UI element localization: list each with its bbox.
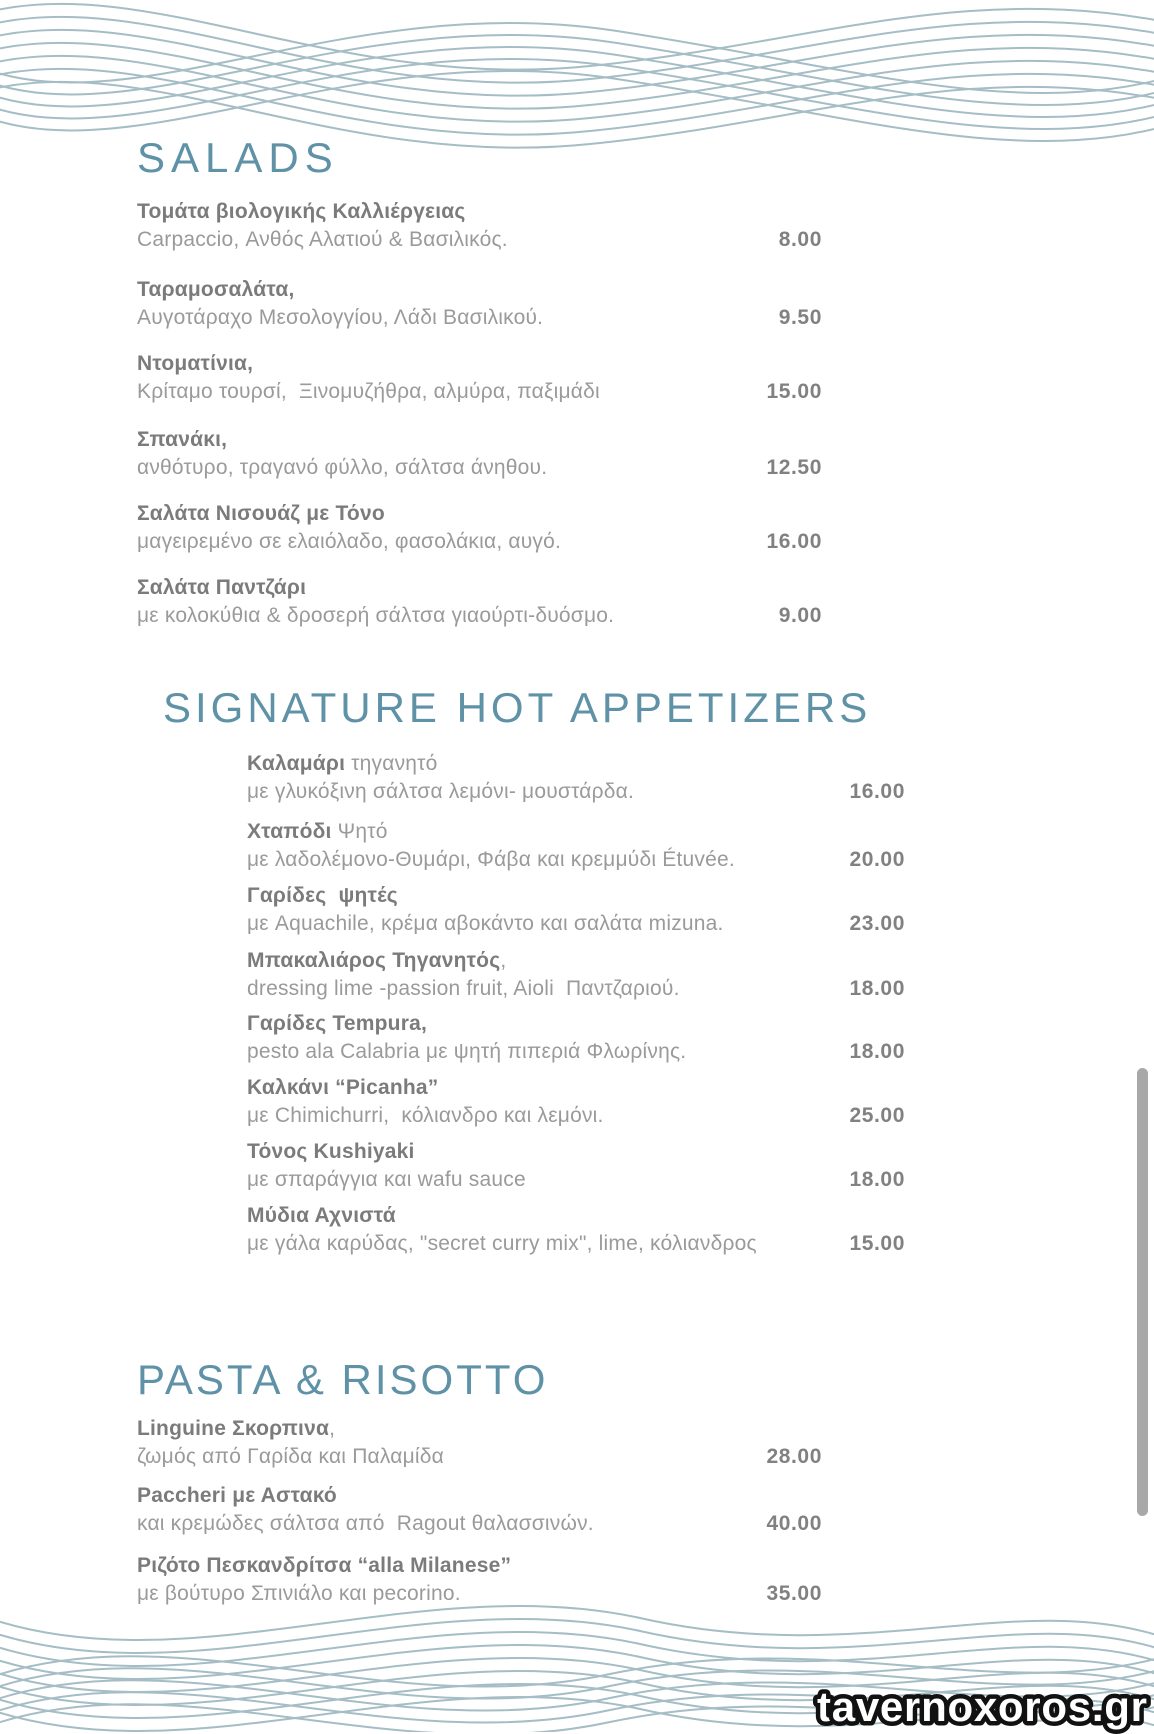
- item-price: 12.50: [766, 456, 822, 479]
- item-name: Τόνος Kushiyaki: [247, 1140, 415, 1163]
- menu-item: [137, 574, 822, 630]
- item-name: Μύδια Αχνιστά: [247, 1204, 396, 1227]
- scrollbar-thumb[interactable]: [1137, 1068, 1148, 1516]
- menu-item: [137, 276, 822, 332]
- item-description: ζωμός από Γαρίδα και Παλαμίδα 28.00: [137, 1443, 822, 1471]
- menu-item: [247, 1138, 905, 1194]
- item-name: Σπανάκι,: [137, 428, 228, 451]
- menu-item: [247, 1202, 905, 1258]
- item-name: Paccheri με Αστακό: [137, 1484, 337, 1507]
- item-price: 28.00: [766, 1445, 822, 1468]
- section-title-signature-hot-appetizers: SIGNATURE HOT APPETIZERS: [163, 684, 872, 731]
- item-name: Καλκάνι “Picanha”: [247, 1076, 439, 1099]
- watermark-text: tavernoxoros.gr: [817, 1683, 1147, 1730]
- item-price: 23.00: [849, 912, 905, 935]
- item-description: Αυγοτάραχο Μεσολογγίου, Λάδι Βασιλικού. 9.50: [137, 304, 822, 332]
- item-description: με γλυκόξινη σάλτσα λεμόνι- μουστάρδα. 16.00: [247, 778, 905, 806]
- wave-decoration-top: [0, 0, 1154, 150]
- item-price: 9.00: [778, 604, 822, 627]
- item-price: 18.00: [849, 977, 905, 1000]
- item-description: με Aquachile, κρέμα αβοκάντο και σαλάτα mizuna. 23.00: [247, 910, 905, 938]
- menu-item: [247, 1010, 905, 1066]
- menu-item: [137, 350, 822, 406]
- section-title-pasta-risotto: PASTA & RISOTTO: [137, 1356, 549, 1403]
- item-description: με βούτυρο Σπινιάλο και pecorino. 35.00: [137, 1580, 822, 1608]
- item-name: Linguine Σκορπινα,: [137, 1417, 336, 1440]
- menu-item: [247, 882, 905, 938]
- item-price: 8.00: [778, 228, 822, 251]
- item-description: με Chimichurri, κόλιανδρο και λεμόνι. 25.00: [247, 1102, 905, 1130]
- menu-item: [247, 750, 905, 806]
- item-name: Γαρίδες ψητές: [247, 884, 398, 907]
- item-description: ανθότυρο, τραγανό φύλλο, σάλτσα άνηθου. 12.50: [137, 454, 822, 482]
- menu-item: [137, 198, 822, 254]
- item-description: με σπαράγγια και wafu sauce 18.00: [247, 1166, 905, 1194]
- section-title-salads: SALADS: [137, 134, 339, 181]
- item-name: Καλαμάρι τηγανητό: [247, 752, 438, 775]
- item-price: 18.00: [849, 1168, 905, 1191]
- item-price: 25.00: [849, 1104, 905, 1127]
- menu-item: [137, 1482, 822, 1538]
- menu-item: [247, 947, 905, 1003]
- item-price: 16.00: [849, 780, 905, 803]
- menu-item: [137, 500, 822, 556]
- item-name: Τομάτα βιολογικής Καλλιέργειας: [137, 200, 466, 223]
- item-price: 35.00: [766, 1582, 822, 1605]
- item-price: 20.00: [849, 848, 905, 871]
- item-description: με κολοκύθια & δροσερή σάλτσα γιαούρτι-δυόσμο. 9.00: [137, 602, 822, 630]
- item-price: 9.50: [778, 306, 822, 329]
- menu-item: [137, 426, 822, 482]
- menu-item: [247, 818, 905, 874]
- item-name: Ντοματίνια,: [137, 352, 254, 375]
- item-price: 40.00: [766, 1512, 822, 1535]
- item-description: dressing lime -passion fruit, Aioli Παντζαριού. 18.00: [247, 975, 905, 1003]
- item-description: μαγειρεμένο σε ελαιόλαδο, φασολάκια, αυγό. 16.00: [137, 528, 822, 556]
- item-price: 15.00: [766, 380, 822, 403]
- item-price: 15.00: [849, 1232, 905, 1255]
- item-name: Σαλάτα Παντζάρι: [137, 576, 307, 599]
- item-description: και κρεμώδες σάλτσα από Ragout θαλασσινών. 40.00: [137, 1510, 822, 1538]
- item-description: Κρίταμο τουρσί, Ξινομυζήθρα, αλμύρα, παξιμάδι 15.00: [137, 378, 822, 406]
- item-name: Ριζότο Πεσκανδρίτσα “alla Milanese”: [137, 1554, 512, 1577]
- item-name: Χταπόδι Ψητό: [247, 820, 388, 843]
- menu-item: [247, 1074, 905, 1130]
- item-description: με λαδολέμονο-Θυμάρι, Φάβα και κρεμμύδι Étuvée. 20.00: [247, 846, 905, 874]
- item-name: Σαλάτα Νισουάζ με Τόνο: [137, 502, 385, 525]
- watermark: [812, 1680, 1152, 1734]
- item-name: Γαρίδες Tempura,: [247, 1012, 427, 1035]
- menu-item: [137, 1415, 822, 1471]
- item-description: Carpaccio, Ανθός Αλατιού & Βασιλικός. 8.00: [137, 226, 822, 254]
- item-description: με γάλα καρύδας, "secret curry mix", lime, κόλιανδρος 15.00: [247, 1230, 905, 1258]
- item-name: Μπακαλιάρος Τηγανητός,: [247, 949, 507, 972]
- item-price: 16.00: [766, 530, 822, 553]
- item-price: 18.00: [849, 1040, 905, 1063]
- item-name: Ταραμοσαλάτα,: [137, 278, 295, 301]
- item-description: pesto ala Calabria με ψητή πιπεριά Φλωρίνης. 18.00: [247, 1038, 905, 1066]
